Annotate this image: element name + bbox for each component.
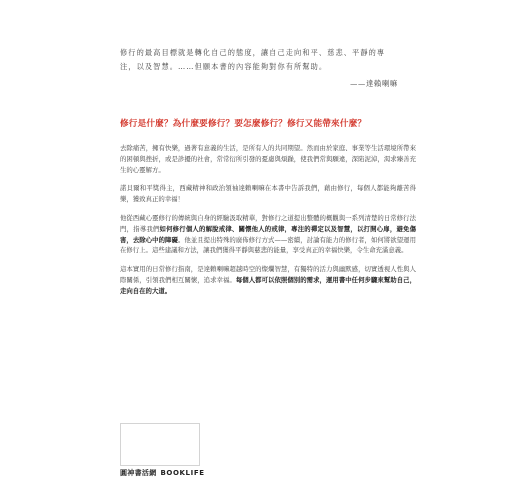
barcode-placeholder-box [120,423,200,466]
paragraph-3 [120,213,416,256]
brand-chinese: 圓神書活網 [120,469,157,477]
paragraph-1: 去除痛苦，擁有快樂，過著有意義的生活，是所有人的共同期望。然而由於家庭、事業等生活環境所帶來的困頓與挫折，或是診擾的社會，常常衍所引發的憂慮與煩躁，使我們常與願違，深陷泥淖，渴求臻善充生的心靈解方。 [120,144,416,174]
paragraph-4-start: 這本實用的日常修行指南，是達賴喇嘛超越時空的燦爛智慧，有獨特的活力與幽默感，切實透視人性與人際關係，引領我們相互關懷，追求幸福。 [120,265,416,284]
paragraph-3-start: 他從西藏心靈修行的傳統與自身的經驗汲取精華，對修行之道提出整體的概觀與一系列清楚的日常修行法門，指導我們 [120,213,416,233]
quote-text: 修行的最高目標就是轉化自己的態度，讓自己走向和平、慈悲、平靜的專注，以及智慧。……但願本書的內容能夠對你有所幫助。 [120,48,386,71]
body-text [120,143,416,305]
publisher-brand [120,468,205,478]
paragraph-3-bold: 如何修行個人的解脫戒律、關懷他人的戒律，專注的禪定以及智慧，以打開心扉，避免傷害，去除心中的障礙 [120,224,417,244]
brand-latin: BOOKLIFE [160,469,205,477]
paragraph-3-end: 。他並且提出特殊的廣佈修行方式——密續，討論有能力的修行者，如何將欲望運用在修行上。這些建議和方法，讓我們獲得平靜與慈悲的能量，享受真正的幸福快樂，令生命充滿意義。 [120,235,417,255]
headline: 修行是什麼？為什麼要修行？要怎麼修行？修行又能帶來什麼？ [120,119,367,129]
paragraph-4 [120,264,416,296]
quote-signature: ——達賴喇嘛 [350,79,398,88]
paragraph-4-bold: 每個人都可以依照個別的需求，運用書中任何步驟來幫助自己，走向自在的大道。 [120,275,416,295]
epigraph-quote [120,46,398,91]
paragraph-2: 諾貝爾和平獎得主，西藏精神和政治領袖達賴喇嘛在本書中告訴我們，藉由修行，每個人都能夠離苦得樂，獲致真正的幸福！ [120,184,416,204]
